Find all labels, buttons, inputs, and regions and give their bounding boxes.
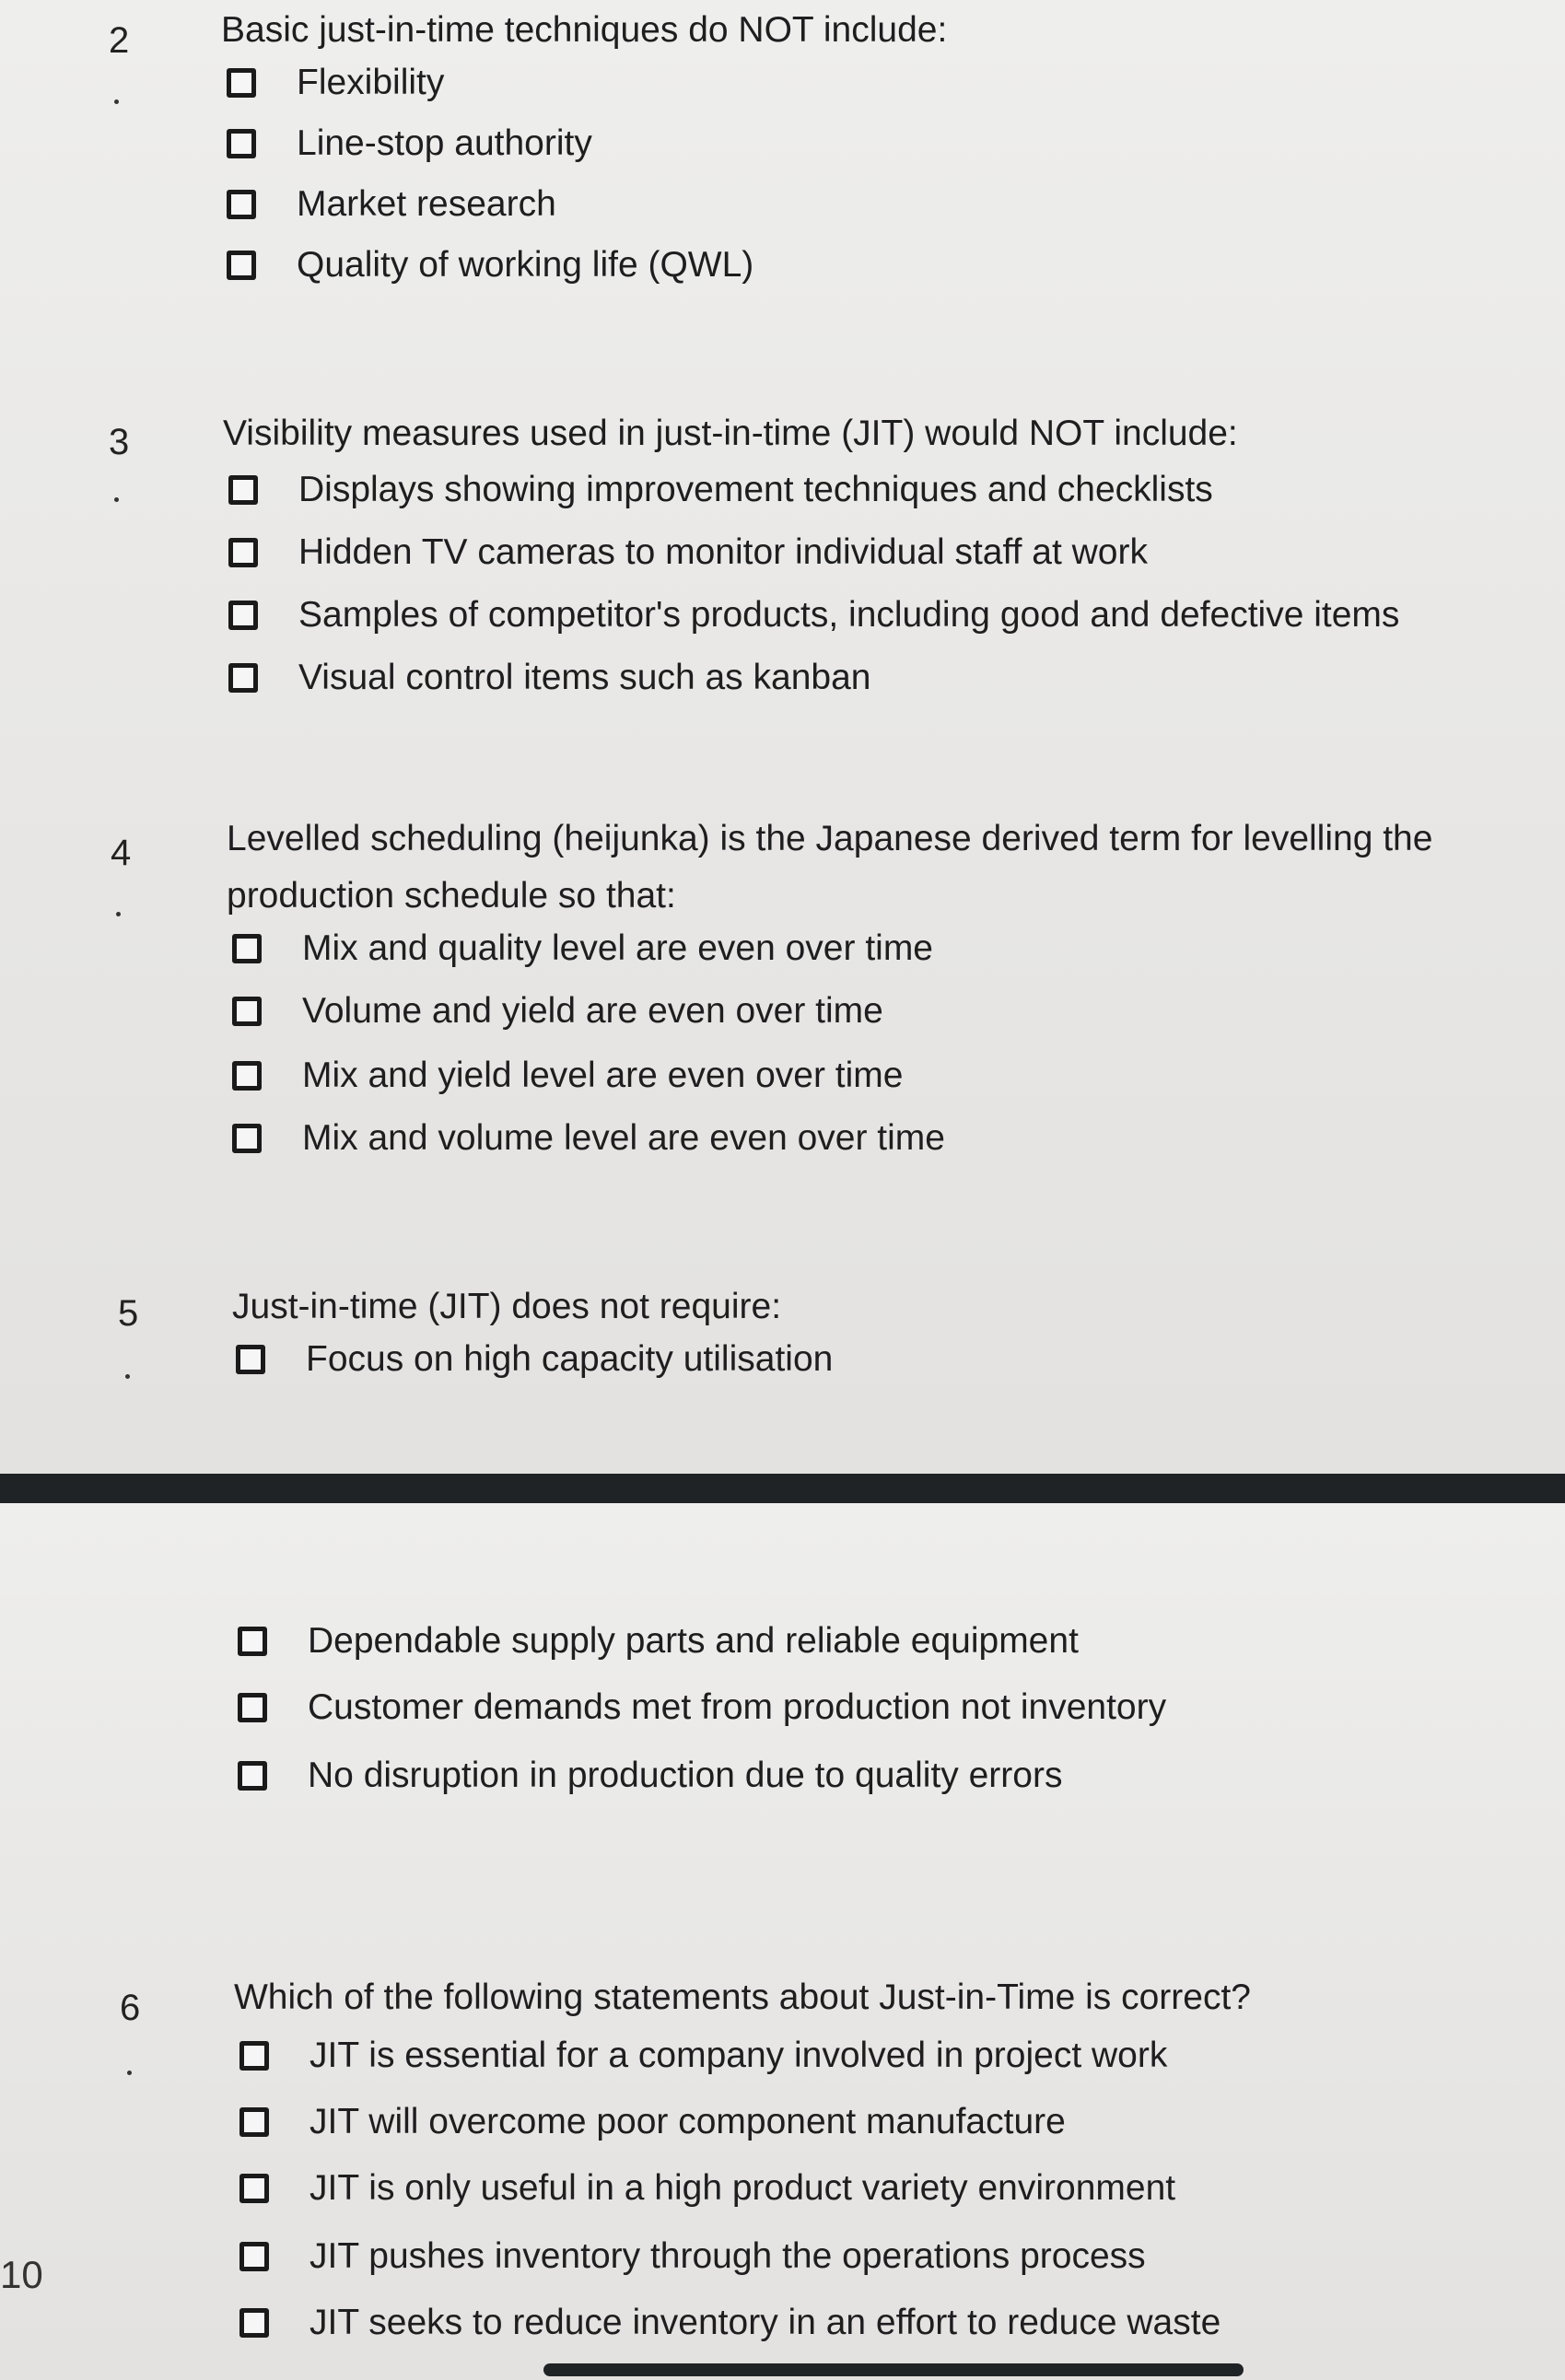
option-label: JIT will overcome poor component manufacture [309,2102,1066,2141]
option-label: Flexibility [297,63,445,102]
question-number: 6 [120,1988,141,2028]
option[interactable] [238,1680,1166,1735]
page-number-marker: 10 [0,2253,43,2296]
option[interactable] [227,55,444,111]
option-label: Market research [297,184,556,224]
checkbox[interactable] [236,1345,265,1374]
option-label: JIT pushes inventory through the operations process [309,2236,1146,2276]
option[interactable] [232,1048,903,1103]
checkbox[interactable] [228,475,258,505]
option[interactable] [228,588,1399,643]
option[interactable] [232,921,933,976]
checkbox[interactable] [232,1124,262,1153]
option-label: Hidden TV cameras to monitor individual staff at work [298,532,1148,572]
option[interactable] [239,2161,1175,2216]
checkbox[interactable] [239,2107,269,2137]
question-number-dot [127,2071,132,2075]
option-label: Visual control items such as kanban [298,658,871,697]
bottom-edge-bar [543,2363,1244,2376]
question-number-dot [116,912,121,916]
question-number: 4 [111,833,132,873]
checkbox[interactable] [232,997,262,1026]
checkbox[interactable] [239,2041,269,2071]
option[interactable] [228,462,1213,518]
checkbox[interactable] [228,538,258,567]
question-number-dot [125,1374,130,1379]
option[interactable] [239,2028,1167,2083]
checkbox[interactable] [238,1693,267,1722]
checkbox[interactable] [239,2242,269,2271]
option-label: Line-stop authority [297,123,592,163]
question-stem: Which of the following statements about Just-in-Time is correct? [234,1978,1251,2017]
option[interactable] [232,1111,945,1166]
option[interactable] [238,1748,1062,1803]
option-label: No disruption in production due to quality errors [308,1756,1063,1795]
option[interactable] [232,984,883,1039]
option-label: Mix and quality level are even over time [302,928,933,968]
checkbox[interactable] [227,251,256,280]
option[interactable] [239,2295,1220,2351]
question-number-dot [114,99,119,104]
option[interactable] [238,1614,1079,1669]
question-number-dot [114,497,119,502]
question-number: 5 [118,1293,139,1334]
checkbox[interactable] [239,2174,269,2203]
option[interactable] [228,650,870,706]
checkbox[interactable] [238,1627,267,1656]
question-stem: Basic just-in-time techniques do NOT include: [221,10,948,50]
option-label: Samples of competitor's products, including good and defective items [298,595,1400,635]
option-label: JIT seeks to reduce inventory in an effort to reduce waste [309,2303,1221,2342]
checkbox[interactable] [228,601,258,630]
option-label: Mix and volume level are even over time [302,1118,945,1158]
page-divider [0,1474,1565,1503]
option-label: Quality of working life (QWL) [297,245,754,285]
option[interactable] [228,525,1148,580]
checkbox[interactable] [232,934,262,963]
option[interactable] [239,2229,1146,2284]
option[interactable] [227,238,753,293]
checkbox[interactable] [239,2308,269,2338]
option-label: Dependable supply parts and reliable equipment [308,1621,1079,1661]
option-label: JIT is essential for a company involved in project work [309,2036,1168,2075]
option[interactable] [227,116,592,171]
checkbox[interactable] [227,68,256,98]
option[interactable] [227,177,556,232]
option-label: Volume and yield are even over time [302,991,883,1031]
checkbox[interactable] [238,1761,267,1791]
question-number: 3 [109,422,130,462]
checkbox[interactable] [227,190,256,219]
option[interactable] [239,2094,1066,2150]
question-stem: Just-in-time (JIT) does not require: [232,1287,782,1326]
checkbox[interactable] [232,1061,262,1091]
checkbox[interactable] [228,663,258,693]
option-label: Focus on high capacity utilisation [306,1339,834,1379]
question-stem-line-2: production schedule so that: [227,876,676,916]
option-label: Customer demands met from production not inventory [308,1687,1167,1727]
option-label: JIT is only useful in a high product variety environment [309,2168,1176,2208]
question-stem: Visibility measures used in just-in-time (JIT) would NOT include: [223,414,1238,453]
option-label: Mix and yield level are even over time [302,1056,904,1095]
option-label: Displays showing improvement techniques and checklists [298,470,1213,509]
question-number: 2 [109,20,130,61]
option[interactable] [236,1332,833,1387]
checkbox[interactable] [227,129,256,158]
question-stem-line-1: Levelled scheduling (heijunka) is the Japanese derived term for levelling the [227,819,1433,858]
